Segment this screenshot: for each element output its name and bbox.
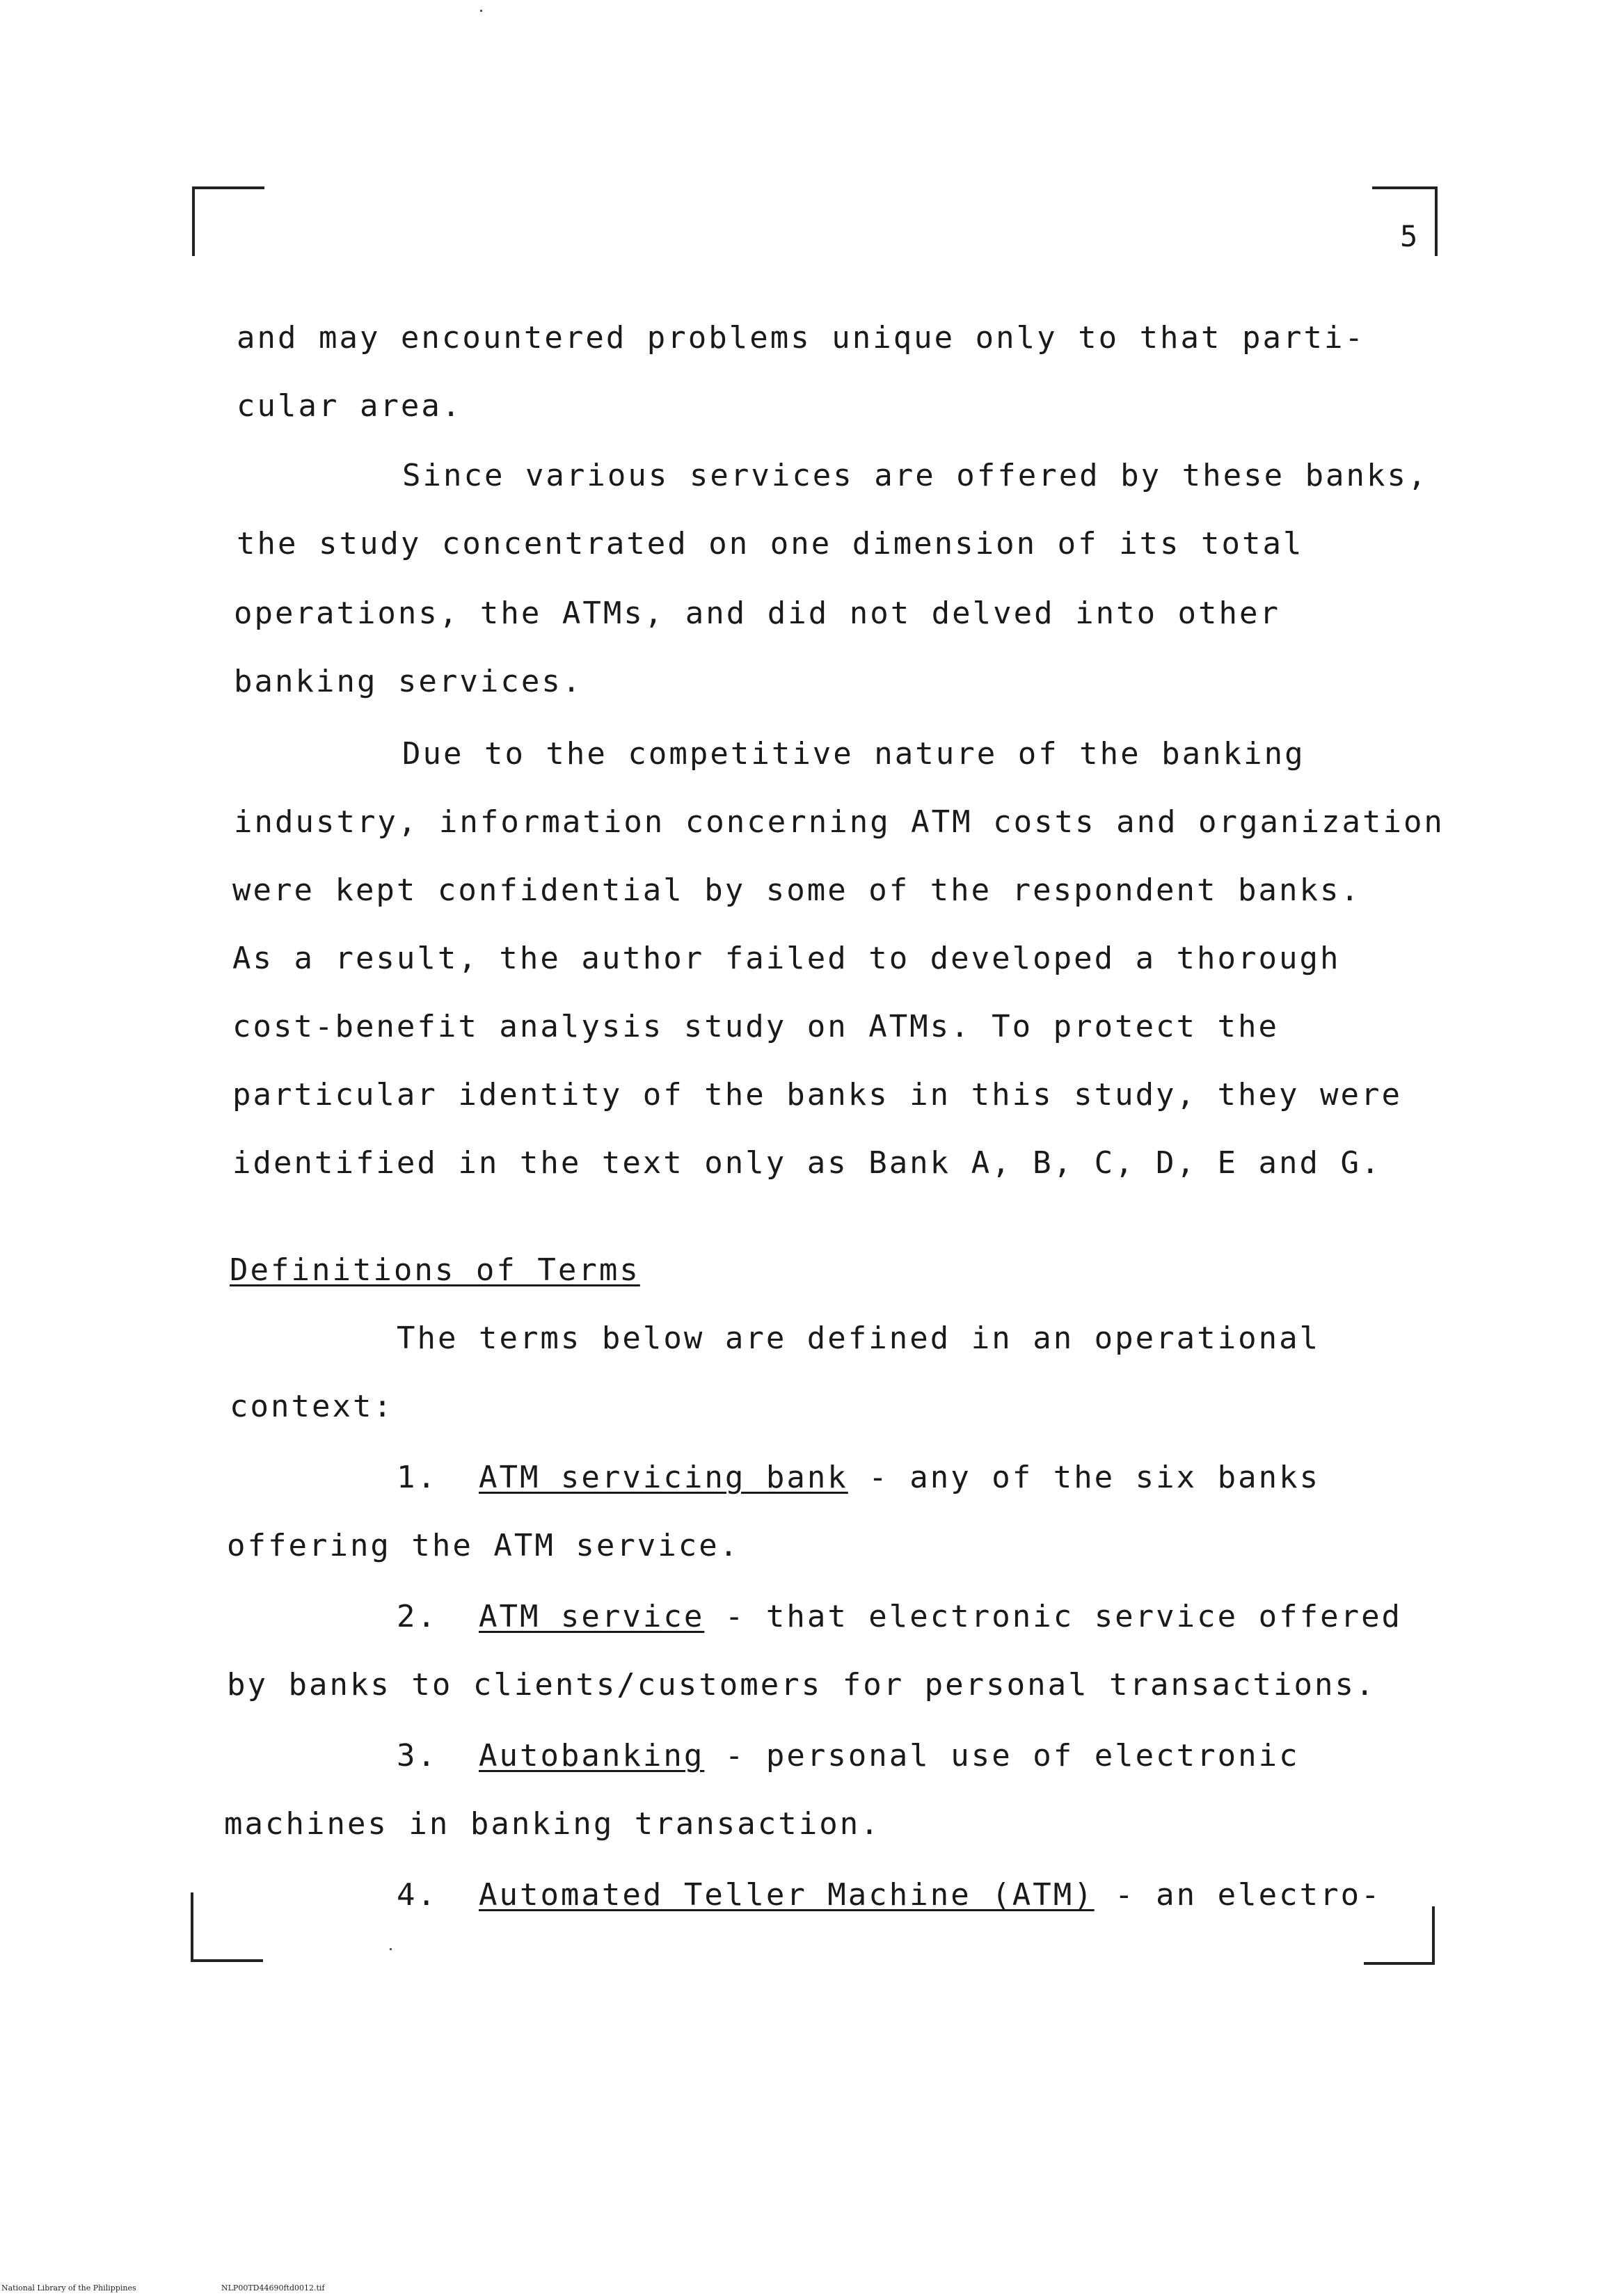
body-line: cost-benefit analysis study on ATMs. To protect the — [232, 1009, 1280, 1044]
body-line: the study concentrated on one dimension of its total — [237, 526, 1304, 561]
definition-term: Autobanking — [478, 1738, 705, 1773]
definition-text: - any of the six banks — [848, 1460, 1321, 1495]
body-line: Since various services are offered by these banks, — [402, 458, 1429, 493]
body-line: cular area. — [237, 388, 463, 424]
footer-file: NLP00TD44690ftd0012.tif — [221, 2283, 325, 2293]
scan-speck — [390, 1948, 392, 1950]
body-line: context: — [230, 1389, 394, 1424]
definition-item — [397, 1599, 1402, 1635]
body-line: operations, the ATMs, and did not delved into other — [234, 596, 1281, 631]
definition-number: 2. — [397, 1599, 438, 1634]
body-line: by banks to clients/customers for personal transactions. — [227, 1667, 1376, 1703]
body-line: and may encountered problems unique only to that parti- — [237, 320, 1365, 356]
definition-text: - personal use of electronic — [704, 1738, 1300, 1773]
definition-text: - an electro- — [1094, 1877, 1382, 1913]
definition-term: ATM servicing bank — [478, 1460, 848, 1495]
page-number: 5 — [1400, 219, 1418, 253]
definition-number: 3. — [397, 1738, 438, 1773]
definition-item — [397, 1460, 1320, 1496]
scan-speck — [480, 10, 482, 12]
crop-mark-bottom-right — [1364, 1906, 1435, 1965]
definition-number: 4. — [397, 1877, 438, 1913]
definition-text: - that electronic service offered — [704, 1599, 1403, 1634]
definition-number: 1. — [397, 1460, 438, 1495]
crop-mark-top-left — [192, 186, 264, 256]
body-line: machines in banking transaction. — [224, 1806, 881, 1842]
section-heading: Definitions of Terms — [230, 1252, 640, 1288]
body-line: particular identity of the banks in this study, they were — [232, 1077, 1402, 1113]
body-line: As a result, the author failed to developed a thorough — [232, 941, 1341, 976]
definition-term: ATM service — [478, 1599, 705, 1634]
definition-term: Automated Teller Machine (ATM) — [478, 1877, 1095, 1913]
definition-item — [397, 1738, 1300, 1774]
body-line: The terms below are defined in an operational — [397, 1321, 1321, 1356]
body-line: industry, information concerning ATM costs and organization — [234, 804, 1445, 840]
body-line: identified in the text only as Bank A, B, C, D, E and G. — [232, 1145, 1382, 1181]
body-line: were kept confidential by some of the respondent banks. — [232, 872, 1361, 908]
body-line: offering the ATM service. — [227, 1528, 740, 1563]
definition-item — [397, 1877, 1382, 1913]
body-line: banking services. — [234, 664, 583, 699]
crop-mark-bottom-left — [191, 1892, 263, 1962]
body-line: Due to the competitive nature of the banking — [402, 736, 1305, 772]
footer-library: National Library of the Philippines — [1, 2283, 136, 2293]
